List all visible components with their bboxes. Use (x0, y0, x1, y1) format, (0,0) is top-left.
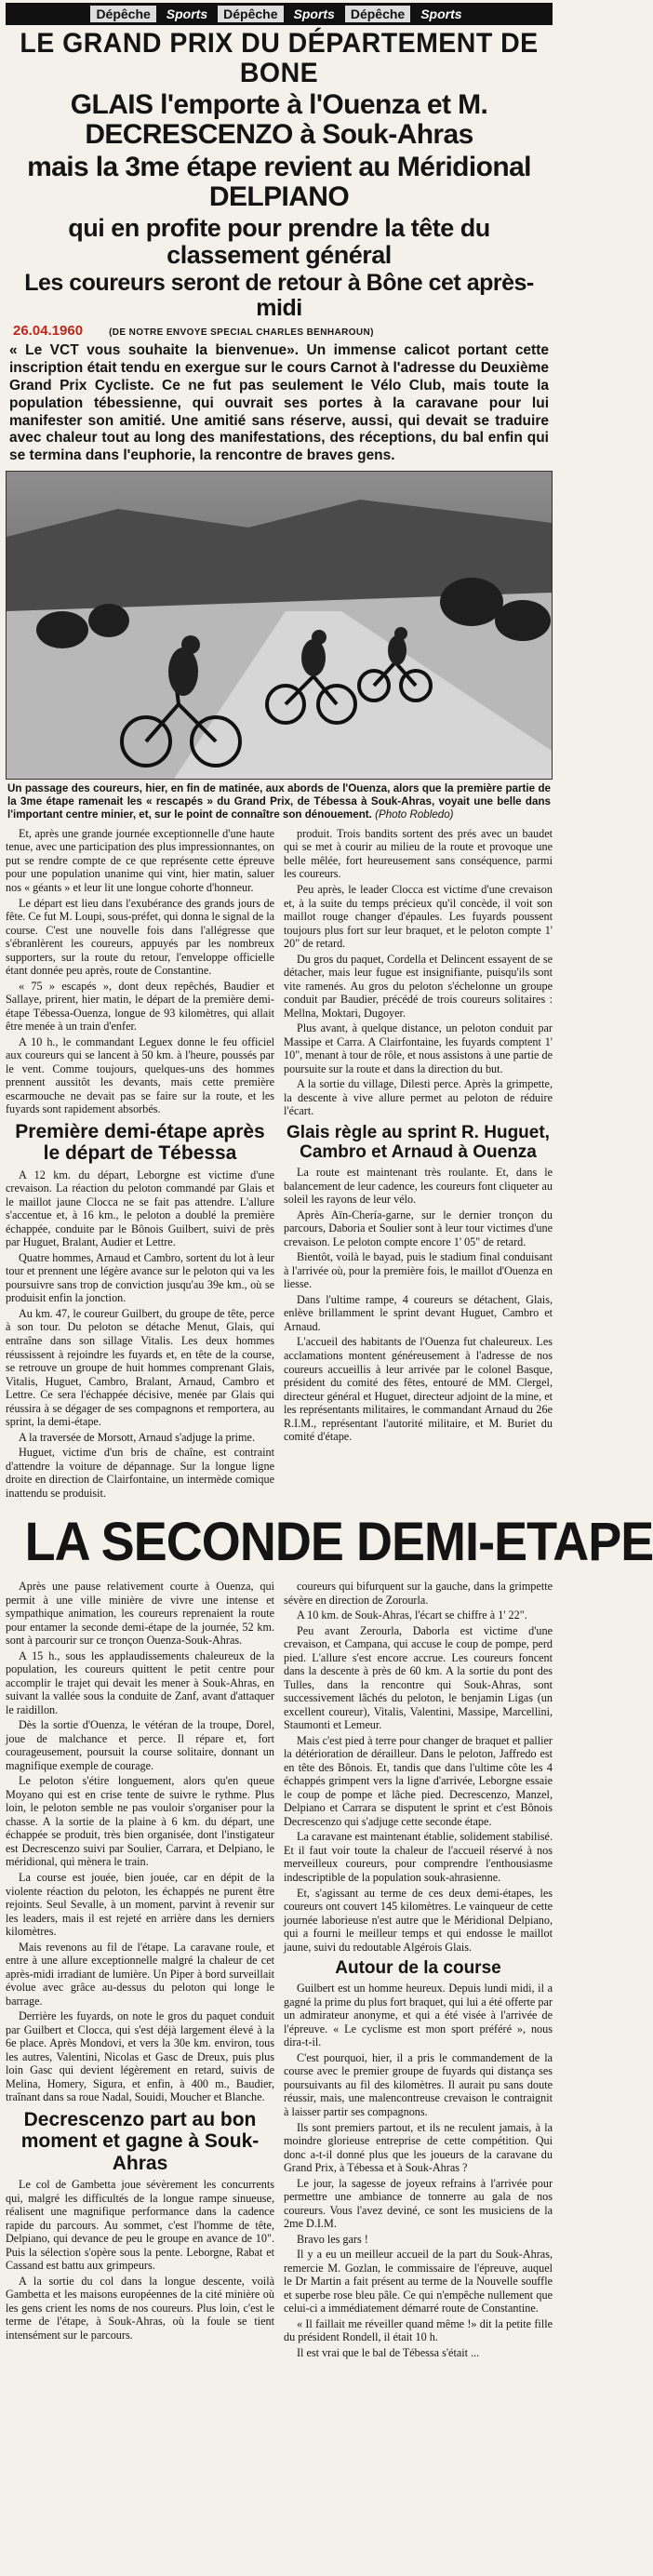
column-right (284, 827, 553, 1502)
headline-line-2: mais la 3me étape revient au Méridional DELPIANO (27, 151, 531, 213)
paragraph: Et, après une grande journée exceptionnelle d'une haute tenue, avec une participation des plus impressionnantes, on put se rendre compte de ce que représente cette épreuve pour une population unanime qui vint, hier matin, saluer nos « géants » et leur lit une longue cohorte d'honneur. (6, 826, 274, 894)
masthead (6, 3, 553, 25)
paragraph: Derrière les fuyards, on note le gros du paquet conduit par Guilbert et Clocca, qui s'est déjà largement élevé à la 6e place. Après Mondovi, et vers la 30e km. environ, tous les autres, Valentini, Nicolas et Gasc de Dreux, puis plus loin Gasc qui devient légèrement en retard, suivis de Melina, Homery, Sigura, et enfin, à 400 m., Baudier, traînant dans sa roue Nadal, Souidi, Moucher et Blanche. (6, 2009, 274, 2104)
paragraph: Après Aïn-Chería-garne, sur le dernier tronçon du parcours, Daboria et Soulier sont à leur tour victimes d'une crevaison. Le peloton compte encore 1' 05" de retard. (284, 1208, 553, 1248)
paragraph: Huguet, victime d'un bris de chaîne, est contraint d'attendre la voiture de dépannage. Sur la longue ligne droite en direction de Clairfontaine, un intermède comique inattendu se produisit. (6, 1446, 274, 1500)
column-left (6, 827, 274, 1502)
paragraph: Mais revenons au fil de l'étape. La caravane roule, et entre à une allure exceptionnelle malgré la chaleur de cet après-midi irradiant de lumière. Un Piper à bord surveillait évolue avec grâce au-dessus du peloton qui longe le barrage. (6, 1940, 274, 2008)
paragraph: Ils sont premiers partout, et ils ne reculent jamais, à la moindre glorieuse entreprise de cette compétition. Qui donc a-t-il donné plus que les joueurs de la caravane du Grand Prix, à Tébessa et à Souk-Ahras ? (284, 2120, 553, 2175)
paragraph: Il est vrai que le bal de Tébessa s'était ... (297, 2345, 480, 2359)
paragraph: Mais c'est pied à terre pour changer de braquet et pallier la détérioration de dérailleur. Dans le peloton, Jaffredo est en tête des Bônois. Et, tandis que dans l'ultime côte les 4 échappés grimpent vers la ligne d'arrivée, Leborgne essaie le coup de pompe et lâche pied. Decrescenzo, Manzel, Delpiano et Carrara se disputent le sprint et c'est Bônois Decrescenzo qui s'adjuge cette seconde étape. (284, 1733, 553, 1828)
section-banner: LA SECONDE DEMI-ETAPE (24, 1512, 653, 1573)
paragraph: A 10 h., le commandant Leguex donne le feu officiel aux coureurs qui se lancent à 50 km. à l'heure, poussés par le vent. Comme toujours, quelques-uns des hommes prennent aussitôt les devants, mais cette première escarmouche ne devait pas se faire sur la route, et les fuyards sont rapidement absorbés. (6, 1034, 274, 1116)
article-columns-top (6, 827, 553, 1502)
paragraph: Le départ est lieu dans l'exubérance des grands jours de fête. Ce fut M. Loupi, sous-préfet, qui donna le signal de la course. C'est une nouvelle fois dans l'allégresse que s'ébranlèrent les coureurs, appuyés par les nombreux supporters, sur la route du retour, l'enveloppe officielle étant donnée peu après, route de Constantine. (6, 896, 274, 978)
paragraph: La route est maintenant très roulante. Et, dans le balancement de leur cadence, les coureurs font cliqueter au soleil les rayons de leur vélo. (284, 1166, 553, 1207)
paragraph: A la traversée de Morsott, Arnaud s'adjuge la prime. (19, 1430, 255, 1444)
photo-caption (7, 782, 551, 821)
paragraph: Quatre hommes, Arnaud et Cambro, sortent du lot à leur tour et prennent une légère avance sur le peloton qui va les poursuivre sans trop de conviction jusqu'au 39e km., où se produisit enfin la jonction. (6, 1250, 274, 1305)
race-photo (6, 471, 553, 780)
intro-paragraph: « Le VCT vous souhaite la bienvenue». Un immense calicot portant cette inscription était tendu en exergue sur le cours Carnot à l'adresse du Deuxième Grand Prix Cycliste. Ce ne fut pas seulement le Vélo Club, mais toute la population tébessienne, qui ouvrait ses portes à la caravane pour lui manifester son amitié. Une amitié sans réserve, aussi, qui devait se traduire avec chaleur tout au long des manifestations, des réceptions, du bal enfin qui se termina dans l'euphorie, la rencontre de braves gens. (9, 341, 549, 464)
column-right (284, 1580, 553, 2361)
photo-credit: (Photo Robledo) (375, 808, 454, 821)
paragraph: « Il faillait me réveiller quand même !» dit la petite fille du président Rondell, il était 10 h. (284, 2316, 553, 2344)
masthead-section: Sports (166, 7, 208, 21)
article-columns-bottom (6, 1580, 553, 2361)
headline-line-3: qui en profite pour prendre la tête du classement général (68, 213, 490, 269)
paragraph: Dès la sortie d'Ouenza, le vétéran de la troupe, Dorel, joue de malchance et perce. Il répare et, fort courageusement, poursuit la course solitaire, donnant un magnifique exemple de courage. (6, 1718, 274, 1772)
paragraph: La course est jouée, bien jouée, car en dépit de la violente réaction du peloton, les échappés ne purent être rejoints. Seul Sevalle, à un moment, parvint à revenir sur les leaders, mais il est rejeté en arrière dans les derniers kilomètres. (6, 1871, 274, 1939)
paragraph: Peu après, le leader Clocca est victime d'une crevaison et, à la suite du temps précieux qu'il concède, il voit son maillot rouge changer d'épaules. Les fuyards poussent toujours plus fort sur leur braquet, et le peloton compte 1' 20" de retard. (284, 883, 553, 951)
paragraph: Guilbert est un homme heureux. Depuis lundi midi, il a gagné la prime du plus fort braquet, qui lui a été offerte par un admirateur anonyme, et qui a été visée à l'arrivée de l'épreuve. « Le cyclisme est mon sport préféré », nous dira-t-il. (284, 1982, 553, 2049)
paragraph: A 12 km. du départ, Leborgne est victime d'une crevaison. La réaction du peloton commandé par Glais et le maillot jaune Clocca ne se fait pas attendre. L'allure s'accentue et, à 16 km., le peloton a doublé la première échappée, conduite par le Bônois Guilbert, suivi de près par Huguet, Bralant, Audier et Lettre. (6, 1168, 274, 1249)
paragraph: Après une pause relativement courte à Ouenza, qui permit à une ville minière de vivre une intense et sympathique animation, les coureurs reprenaient la route pour entamer la seconde demi-étape de la journée, 52 km. sont à parcourir sur ce tronçon Ouenza-Souk-Ahras. (6, 1580, 274, 1648)
paragraph: A 15 h., sous les applaudissements chaleureux de la population, les coureurs quittent le petit centre pour accomplir le trajet qui devait les mener à Souk-Ahras, en suivant la vallée sous la conduite de Zanf, avant d'attaquer le raidillon. (6, 1648, 274, 1716)
masthead-brand: Dépêche (345, 6, 410, 22)
paragraph: Et, s'agissant au terme de ces deux demi-étapes, les coureurs ont couvert 145 kilomètres. Le vainqueur de cette journée laborieuse n'est autre que le Méridional Delpiano, qui a fourni le meilleur temps et qui endosse le maillot jaune, suivi du redoutable Algérois Glais. (284, 1886, 553, 1954)
publication-date: 26.04.1960 (13, 322, 84, 339)
paragraph: A la sortie du col dans la longue descente, voilà Gambetta et les maisons européennes de la cité minière où les gens crient les noms de nos coureurs. Plus loin, c'est le terme de l'étape, à Souk-Ahras, où la foule se tient intensément sur le parcours. (6, 2274, 274, 2342)
paragraph: Peu avant Zerourla, Daborla est victime d'une crevaison, et Campana, qui accuse le coup de pompe, perd pied. L'allure s'est encore accrue. Les coureurs foncent dans la descente à près de 60 km. A la sortie du pont des Tulles, dans la rencontre qui Souk-Ahras, sont successivement lâchés du peloton, le benjamin Ligas (un excellent coureur), Vitalis, Valentini, Massipe, Marcellini, Staumonti et Lemeur. (284, 1623, 553, 1732)
paragraph: Dans l'ultime rampe, 4 coureurs se détachent, Glais, enlève brillamment le sprint devant Huguet, Cambro et Arnaud. (284, 1292, 553, 1333)
paragraph: Bientôt, voilà le bayad, puis le stadium final conduisant à l'arrivée où, pour la première fois, le maillot d'Ouenza en liesse. (284, 1250, 553, 1291)
paragraph: A 10 km. de Souk-Ahras, l'écart se chiffre à 1' 22". (297, 1608, 527, 1622)
paragraph: produit. Trois bandits sortent des prés avec un baudet qui se met à courir au milieu de la route et provoque une belle mêlée, fort heureusement sans conséquence, parmi les coureurs. (284, 826, 553, 881)
paragraph: Le col de Gambetta joue sévèrement les concurrents qui, malgré les difficultés de la longue rampe sinueuse, réalisent une magnifique performance dans la cadence rapide du parcours. Au sommet, c'est l'homme de tête, Delpiano, qui devance de peu le groupe en avance de 10". Puis la sélection s'opère sous la pente. Leborgne, Rabat et Cassand est battu aux grimpeurs. (6, 2178, 274, 2273)
column-left (6, 1580, 274, 2361)
paragraph: La caravane est maintenant établie, solidement stabilisé. Et il faut voir toute la chaleur de l'accueil réservé à nos merveilleux coureurs, pour comprendre l'enthousiasme indescriptible de la population souk-ahrasienne. (284, 1830, 553, 1884)
masthead-section: Sports (420, 7, 462, 21)
subheading: Première demi-étape après le départ de Tébessa (15, 1120, 265, 1165)
paragraph: Au km. 47, le coureur Guilbert, du groupe de tête, perce à son tour. Du peloton se détache Menut, Glais, qui entraîne dans son sillage Vitalis. Les deux hommes réussissent à rejoindre les fuyards et, en tête de la course, se retrouve un groupe de huit hommes comprenant Glais, Vitalis, Huguet, Cambro, Bralant, Arnaud, Cambro et Lettre. Ce sera l'échappée décisive, menée par Glais qui réussira à se dégager de ses compagnons et remportera, au sprint, la demi-étape. (6, 1306, 274, 1429)
subheading: Decrescenzo part au bon moment et gagne à Souk-Ahras (20, 2108, 260, 2174)
masthead-section: Sports (293, 7, 335, 21)
paragraph: coureurs qui bifurquent sur la gauche, dans la grimpette sévère en direction de Zorourla. (284, 1580, 553, 1607)
masthead-brand: Dépêche (218, 6, 283, 22)
masthead-brand: Dépêche (90, 6, 155, 22)
subheading: Autour de la course (335, 1958, 501, 1979)
paragraph: Du gros du paquet, Cordella et Delincent essayent de se détacher, mais leur fugue est insignifiante, puisqu'ils sont vite ramenés. Au gros du peloton s'échelonne un groupe conduit par Baudier, précédé de trois coureurs solitaires : Mellna, Moktari, Dugoyer. (284, 952, 553, 1020)
rubric-title: LE GRAND PRIX DU DÉPARTEMENT DE BONE (20, 28, 539, 88)
paragraph: L'accueil des habitants de l'Ouenza fut chaleureux. Les acclamations montent généreusement à l'adresse de nos coureurs accueillis à leur arrivée par le colonel Basque, président du comité des fêtes, entouré de MM. Clergel, directeur général et Huguet, directeur adjoint de la mine, et les représentants militaires, le commandant Arnaud du 26e R.I.M., représentant l'autorité militaire, et M. Buriet du comité d'étape. (284, 1335, 553, 1444)
paragraph: « 75 » escapés », dont deux repêchés, Baudier et Sallaye, prirent, hier matin, le départ de la première demi-étape Tébessa-Ouenza, longue de 93 kilomètres, qui allait être menée à un train d'enfer. (6, 979, 274, 1034)
paragraph: A la sortie du village, Dilesti perce. Après la grimpette, la descente à vive allure permet au peloton de réduire l'écart. (284, 1077, 553, 1118)
paragraph: Le peloton s'étire longuement, alors qu'en queue Moyano qui est en crise tente de suivre le rythme. Plus loin, le peloton semble ne pas vouloir s'organiser pour la chasse. A la sortie de la plaine à 6 km. du départ, une échappée se produit, très bien organisée, dont l'instigateur est Decrescenzo suivi par Soulier, Carrara, et Delpiano, le méridional, qui mènera le train. (6, 1774, 274, 1869)
photo-caption-text: Un passage des coureurs, hier, en fin de matinée, aux abords de l'Ouenza, alors que la première partie de la 3me étape ramenait les « rescapés » du Grand Prix, de Tébessa à Souk-Ahras, voyait une belle dans l'important centre minier, et, sur le point de connaître son dénouement. (7, 782, 551, 821)
paragraph: Il y a eu un meilleur accueil de la part du Souk-Ahras, remercie M. Gozlan, le commissaire de l'épreuve, auquel le Dr Martin a fait présent au terme de la Nouvelle souffle et superbe rose bleu pâle. Ce qui n'empêche nullement que celui-ci a immédiatement démarré route de Constantine. (284, 2248, 553, 2316)
byline: (DE NOTRE ENVOYE SPECIAL CHARLES BENHAROUN) (109, 327, 374, 338)
race-photo-image (7, 472, 552, 779)
paragraph: Bravo les gars ! (297, 2232, 368, 2246)
subheading: Glais règle au sprint R. Huguet, Cambro et Arnaud à Ouenza (287, 1122, 550, 1163)
headline-line-1: GLAIS l'emporte à l'Ouenza et M. DECRESCENZO à Souk-Ahras (70, 89, 488, 151)
dateline (13, 323, 553, 339)
paragraph: C'est pourquoi, hier, il a pris le commandement de la course avec le premier groupe de fuyards qui distança ses poursuivants au fil des kilomètres. Il aurait pu sans doute réussir, mais, une malencontreuse crevaison le contraignit à laisser partir ses compagnons. (284, 2050, 553, 2118)
paragraph: Le jour, la sagesse de joyeux refrains à l'arrivée pour permettre une ambiance de tonnerre au gala de nos coureurs. Vous l'avez deviné, ce sont les musiciens de la 2me D.I.M. (284, 2176, 553, 2231)
headline-line-4: Les coureurs seront de retour à Bône cet après-midi (24, 269, 534, 321)
paragraph: Plus avant, à quelque distance, un peloton conduit par Massipe et Carra. A Clairfontaine, les fuyards comptent 1' 10", menant à tour de rôle, et nous assistons à une partie de poursuite sur la route et dans la direction du but. (284, 1021, 553, 1075)
